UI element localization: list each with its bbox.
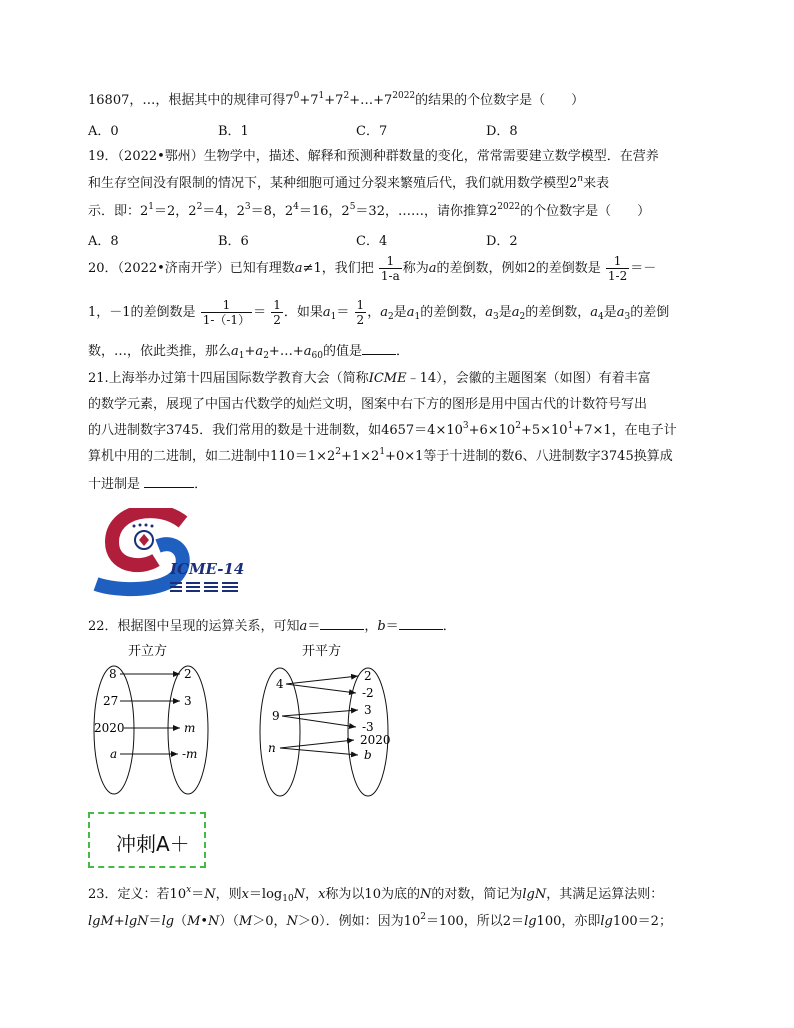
q18-option-a[interactable]: A．0 <box>88 124 119 139</box>
square-left-value: n <box>268 741 276 755</box>
cube-right-value: m <box>184 721 196 735</box>
square-root-title: 开平方 <box>302 644 342 659</box>
q19-line-2: 和生存空间没有限制的情况下，某种细胞可通过分裂来繁殖后代，我们就用数学模型2$^n$来表 <box>88 174 610 191</box>
square-arrows <box>280 676 358 755</box>
answer-blank[interactable] <box>144 475 194 488</box>
sprint-a-plus-box <box>88 812 206 868</box>
logo-dots <box>133 524 154 528</box>
cube-right-value: 2 <box>184 667 192 681</box>
q19-option-b[interactable]: B．6 <box>218 234 249 249</box>
answer-blank-b[interactable] <box>399 617 443 630</box>
square-right-value: 2020 <box>360 733 391 747</box>
fraction: $\frac{1}{2}$ <box>273 298 281 327</box>
sprint-label: 冲刺A＋ <box>116 832 190 856</box>
q22-stem: 22．根据图中呈现的运算关系，可知a＝ ，b＝ ． <box>88 619 456 634</box>
square-right-value: -3 <box>362 720 374 734</box>
fraction: $\frac{1}{1-(-1)}$ <box>202 298 251 327</box>
q18-option-d[interactable]: D．8 <box>486 124 518 139</box>
q19-line-1: 19．（2022•鄂州）生物学中，描述、解释和预测种群数量的变化，常常需要建立数学模型．在营养 <box>88 149 659 164</box>
mapping-diagrams <box>88 640 408 800</box>
square-left-value: 4 <box>276 677 284 691</box>
fraction: $\frac{1}{1-a}$ <box>380 254 400 283</box>
fraction: $\frac{1}{1-2}$ <box>607 254 628 283</box>
fraction: $\frac{1}{2}$ <box>356 298 365 327</box>
q21-line-3: 的八进制数字3745．我们常用的数是十进制数，如$4657=4\times 10^3+6\times 10^2+5\times 10^1+7\times 1$，在电子计 <box>88 421 677 438</box>
q21-line-2: 的数学元素，展现了中国古代数学的灿烂文明，图案中右下方的图形是用中国古代的计数符号写出 <box>88 397 648 412</box>
logo-text: ICME-14 <box>170 560 245 578</box>
q21-line-5: 十进制是 ． <box>88 477 208 492</box>
q21-line-4: 算机中用的二进制，如二进制中$110=1\times 2^2+1\times 2^1+0\times 1$等于十进制的数6、八进制数字3745换算成 <box>88 447 673 464</box>
q19-option-d[interactable]: D．2 <box>486 234 518 249</box>
q18-option-b[interactable]: B．1 <box>218 124 249 139</box>
q20-line-1: 20．（2022•济南开学）已知有理数a≠1，我们把 $\frac{1}{1-a}$ 称为a的差倒数，例如2的差倒数是 $\frac{1}{1-2}$ ＝－ <box>88 254 657 283</box>
q19-line-3: 示．即：$2^1=2$，$2^2=4$，$2^3=8$，$2^4=16$，$2^5=32$，……，请你推算$2^{2022}$的个位数字是（ ） <box>88 202 651 219</box>
q20-line-3: 数，…，依此类推，那么$a_1+a_2+\dots+a_{60}$的值是 ． <box>88 344 409 361</box>
cube-root-title: 开立方 <box>128 644 168 659</box>
q23-line-1: 23．定义：若$10^x=N$，则$x=\log_{10}N$，x称为以10为底的N的对数，简记为lgN，其满足运算法则： <box>88 885 664 904</box>
answer-blank[interactable] <box>362 342 396 355</box>
cube-left-value: 2020 <box>94 721 125 735</box>
q21-line-1: 21.上海举办过第十四届国际数学教育大会（简称ICME﹣14），会徽的主题图案（如图）有着丰富 <box>88 371 651 386</box>
cube-left-value: 27 <box>103 694 119 708</box>
square-left-value: 9 <box>272 709 280 723</box>
cube-left-value: 8 <box>109 667 117 681</box>
q18-stem: 16807，…，根据其中的规律可得$7^0+7^1+7^2+\dots+7^{2022}$的结果的个位数字是（ ） <box>88 91 585 108</box>
cube-left-value: a <box>110 747 118 761</box>
q19-option-a[interactable]: A．8 <box>88 234 119 249</box>
q23-line-2: lgM+lgN＝lg（M•N）（M＞0，N＞0）．例如：因为$10^2=100$，所以2＝lg100，亦即lg100＝2； <box>88 912 672 929</box>
q19-option-c[interactable]: C．4 <box>356 234 388 249</box>
q20-line-2: 1，－1的差倒数是 $\frac{1}{1-(-1)}$ ＝ $\frac{1}{2}$ ．如果$a_1=$ $\frac{1}{2}$ ，$a_2$是$a_1$的差倒数，$a_3$是$a_2$的差倒数，$a_4$是$a_3$的差倒 <box>88 298 670 327</box>
icme-14-logo <box>88 508 248 598</box>
square-right-value: b <box>364 748 372 762</box>
square-right-value: -2 <box>362 686 374 700</box>
logo-counting-rods <box>170 583 238 591</box>
square-right-value: 3 <box>364 703 372 717</box>
q18-option-c[interactable]: C．7 <box>356 124 388 139</box>
cube-right-value: -m <box>182 747 198 761</box>
cube-right-value: 3 <box>184 694 192 708</box>
answer-blank-a[interactable] <box>320 617 364 630</box>
square-right-value: 2 <box>364 669 372 683</box>
